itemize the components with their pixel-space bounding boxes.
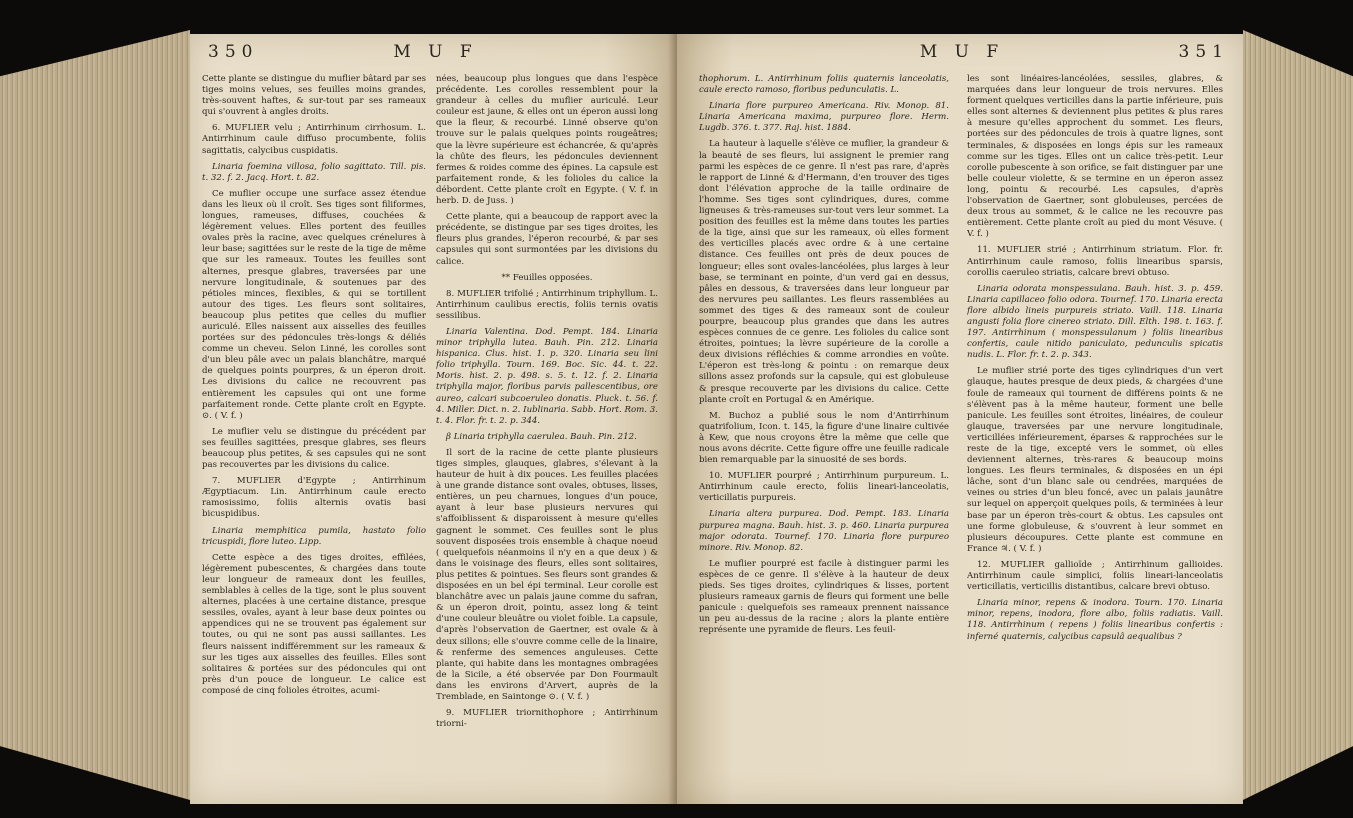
right-column-1 <box>699 74 949 790</box>
synonyms: Linaria memphitica pumila, hastato folio tricuspidi, flore luteo. Lipp. <box>202 525 426 547</box>
right-page <box>677 34 1243 804</box>
synonyms: Linaria odorata monspessulana. Bauh. hist. 3. p. 459. Linaria capillaceo folio odora. Tournef. 170. Linaria erecta flore albido lineis purpureis striato. Vaill. 118. Linaria angusti folia flore cinereo striato. Dill. Elth. 198. t. 163. f. 197. Antirrhinum ( monspessulanum ) foliis linearibus confertis, caule nitido paniculato, pedunculis spicatis nudis. L. Flor. fr. t. 2. p. 343. <box>967 283 1223 361</box>
synonyms: Linaria Valentina. Dod. Pempt. 184. Linaria minor triphylla lutea. Bauh. Pin. 212. Linaria hispanica. Clus. hist. 1. p. 320. Linaria seu lini folio triphylla. Tourn. 169. Boc. Sic. 44. t. 22. Moris. hist. 2. p. 498. s. 5. t. 12. f. 2. Linaria triphylla major, floribus parvis pallescentibus, ore aureo, calcari subcoeruleo donatis. Pluck. t. 56. f. 4. Miller. Dict. n. 2. Iublinaria. Sabb. Hort. Rom. 3. t. 4. Flor. fr. t. 2. p. 344. <box>436 326 658 426</box>
right-column-2 <box>967 74 1223 790</box>
paragraph: La hauteur à laquelle s'élève ce muflier, la grandeur & la beauté de ses fleurs, lui assignent le premier rang parmi les espèces de ce genre. Il n'est pas rare, d'après le rapport de Linné & d'Hermann, d'en trouver des tiges dont l'élévation approche de la taille ordinaire de l'homme. Ses tiges sont cylindriques, dures, comme ligneuses & très-rameuses sur-tout vers leur sommet. La position des feuilles est la même dans toutes les parties de la tige, ainsi que sur les rameaux, où elles forment des verticilles placés avec ordre & à une certaine distance. Ces feuilles ont près de deux pouces de longueur; elles sont ovales-lancéolées, plus larges à leur base, se terminant en pointe, d'un verd gai en dessus, pâles en dessous, & traversées dans leur longueur par des nervures peu saillantes. Les fleurs rassemblées au sommet des tiges & des rameaux sont de couleur pourpre, beaucoup plus grandes que dans les autres espèces connues de ce genre. Les folioles du calice sont étroites, pointues; la lèvre supérieure de la corolle a deux divisions réfléchies & comme arrondies en voûte. L'éperon est très-long & pointu : on remarque deux sillons assez profonds sur la capsule, qui est globuleuse & presque recouverte par les divisions du calice. Cette plante croît en Portugal & en Amérique. <box>699 139 949 405</box>
species-heading: 9. MUFLIER triornithophore ; Antirrhinum triorni- <box>436 708 658 730</box>
paragraph: Cette espèce a des tiges droites, effilées, légèrement pubescentes, & chargées dans toute leur longueur de rameaux dont les feuilles, semblables à celles de la tige, sont le plus souvent alternes, placées à une certaine distance, presque sessiles, ovales, ayant à leur base deux pointes ou appendices qui ne se trouvent pas également sur toutes, ou qui ne sont pas aussi saillantes. Les fleurs naissent indifféremment sur les rameaux & sur les tiges aux aisselles des feuilles. Elles sont solitaires & portées sur des pédoncules qui ont près d'un pouce de longueur. Le calice est composé de cinq folioles étroites, acumi- <box>202 552 426 696</box>
left-running-title: M U F <box>393 42 478 62</box>
species-heading: 7. MUFLIER d'Egypte ; Antirrhinum Ægyptiacum. Lin. Antirrhinum caule erecto ramosissimo, foliis alternis ovatis basi bicuspidibus. <box>202 476 426 520</box>
species-heading: 12. MUFLIER gallioïde ; Antirrhinum gallioides. Antirrhinum caule simplici, foliis lineari-lanceolatis verticillatis, verticillis distantibus, calcare brevi obtuso. <box>967 559 1223 593</box>
paragraph: M. Buchoz a publié sous le nom d'Antirrhinum quatrifolium, Icon. t. 145, la figure d'une linaire cultivée à Kew, que nous croyons être la même que celle que nous avons décrite. Cette figure offre une feuille radicale bien remarquable par la sinuosité de ses bords. <box>699 410 949 466</box>
variety: β Linaria triphylla caerulea. Bauh. Pin. 212. <box>446 431 637 442</box>
right-page-header <box>695 42 1229 68</box>
left-page-number: 350 <box>208 42 259 62</box>
paragraph: nées, beaucoup plus longues que dans l'espèce précédente. Les corolles ressemblent pour la grandeur à celles du muflier auriculé. Leur couleur est jaune, & elles ont un éperon aussi long que la fleur, & recourbé. Linné observe qu'on trouve sur le palais quelques points rougeâtres; que la lèvre supérieure est échancrée, & qu'après la chûte des fleurs, les pédoncules deviennent fermes & roides comme des épines. La capsule est parfaitement ronde, & les folioles du calice la débordent. Cette plante croît en Egypte. ( V. f. in herb. D. de Juss. ) <box>436 74 658 207</box>
synonyms: Linaria flore purpureo Americana. Riv. Monop. 81. Linaria Americana maxima, purpureo flore. Herm. Lugdb. 376. t. 377. Raj. hist. 1884. <box>699 101 949 134</box>
synonyms: Linaria altera purpurea. Dod. Pempt. 183. Linaria purpurea magna. Bauh. hist. 3. p. 460. Linaria purpurea major odorata. Tournef. 170. Linaria flore purpureo minore. Riv. Monop. 82. <box>699 509 949 553</box>
paragraph: Cette plante, qui a beaucoup de rapport avec la précédente, se distingue par ses tiges droites, les fleurs plus grandes, l'éperon recourbé, & par ses capsules qui sont surmontées par les divisions du calice. <box>436 212 658 267</box>
left-page-edges <box>0 30 190 800</box>
right-page-number: 351 <box>1178 42 1229 62</box>
right-page-edges <box>1243 30 1353 800</box>
left-page-header <box>208 42 663 68</box>
paragraph: thophorum. L. Antirrhinum foliis quaternis lanceolatis, caule erecto ramoso, floribus pedunculatis. L. <box>699 74 949 96</box>
species-heading: 11. MUFLIER strié ; Antirrhinum striatum. Flor. fr. Antirrhinum caule ramoso, foliis linearibus sparsis, corollis caeruleo striatis, calcare brevi obtuso. <box>967 245 1223 278</box>
synonyms: Linaria foemina villosa, folio sagittato. Till. pis. t. 32. f. 2. Jacq. Hort. t. 82. <box>202 161 426 183</box>
species-heading: 8. MUFLIER trifolié ; Antirrhinum triphyllum. L. Antirrhinum caulibus erectis, foliis ternis ovatis sessilibus. <box>436 288 658 321</box>
left-column-1 <box>202 74 426 790</box>
paragraph: Ce muflier occupe une surface assez étendue dans les lieux où il croît. Ses tiges sont filiformes, longues, rameuses, diffuses, couchées & légèrement velues. Elles portent des feuilles ovales près la racine, avec quelques crénelures à leur base; sagittées sur le reste de la tige de même que sur les rameaux. Toutes les feuilles sont alternes, presque glabres, traversées par une nervure longitudinale, & soutenues par des pétioles minces, flexibles, & qui se tortillent autour des tiges. Les fleurs sont solitaires, beaucoup plus petites que celles du muflier auriculé. Elles naissent aux aisselles des feuilles portées sur des pédoncules très-longs & déliés comme un cheveu. Selon Linné, les corolles sont d'un bleu pâle avec un palais blanchâtre, marqué de quelques points pourpres, & un éperon droit. Les divisions du calice ne recouvrent pas entièrement les capsules qui ont une forme parfaitement ronde. Cette plante croît en Egypte. ⊙. ( V. f. ) <box>202 188 426 421</box>
right-running-title: M U F <box>919 42 1005 62</box>
paragraph: Le muflier velu se distingue du précédent par ses feuilles sagittées, presque glabres, ses fleurs beaucoup plus petites, & ses capsules qui ne sont pas recouvertes par les divisions du calice. <box>202 426 426 471</box>
paragraph: Le muflier strié porte des tiges cylindriques d'un vert glauque, hautes presque de deux pieds, & chargées d'une foule de rameaux qui tournent de différens points & ne s'élèvent pas à la même hauteur, forment une belle panicule. Les feuilles sont étroites, linéaires, de couleur glauque, traversées par une nervure longitudinale, verticillées inférieurement, éparses & rapprochées sur le reste de la tige, excepté vers le sommet, où elles deviennent alternes, très-rares & beaucoup moins longues. Les fleurs terminales, & disposées en un épi lâche, sont d'un blanc sale ou cendrées, marquées de veines ou stries d'un bleu foncé, avec un palais jaunâtre sur lequel on apperçoit quelques poils, & terminées à leur base par un éperon très-court & obtus. Les capsules ont une forme globuleuse, & s'ouvrent à leur sommet en plusieurs découpures. Cette plante est commune en France ♃. ( V. f. ) <box>967 366 1223 554</box>
synonyms: Linaria minor, repens & inodora. Tourn. 170. Linaria minor, repens, inodora, flore albo, foliis radiatis. Vaill. 118. Antirrhinum ( repens ) foliis linearibus confertis : inferné quaternis, calycibus capsulâ aequalibus ? <box>967 598 1223 642</box>
paragraph: les sont linéaires-lancéolées, sessiles, glabres, & marquées dans leur longueur de trois nervures. Elles forment quelques verticilles dans la partie inférieure, puis elles sont alternes & deviennent plus petites & plus rares à mesure qu'elles approchent du sommet. Les fleurs, portées sur des pédoncules de trois à quatre lignes, sont terminales, & disposées en longs épis sur les rameaux comme sur les tiges. Elles ont un calice très-petit. Leur corolle pubescente à son orifice, se fait distinguer par une belle couleur violette, & se termine en un éperon assez long, pointu & recourbé. Les capsules, d'après l'observation de Gaertner, sont globuleuses, percées de deux trous au sommet, & le calice ne les recouvre pas entièrement. Cette plante croît au pied du mont Vésuve. ( V. f. ) <box>967 74 1223 240</box>
species-heading: 6. MUFLIER velu ; Antirrhinum cirrhosum. L. Antirrhinum caule diffuso procumbente, foliis sagittatis, calycibus cuspidatis. <box>202 123 426 156</box>
section-heading: ** Feuilles opposées. <box>501 272 593 283</box>
left-page <box>190 34 677 804</box>
paragraph: Il sort de la racine de cette plante plusieurs tiges simples, glauques, glabres, s'élevant à la hauteur de huit à dix pouces. Les feuilles placées à une grande distance sont ovales, obtuses, lisses, entières, un peu charnues, longues d'un pouce, ayant à leur base plusieurs nervures qui s'affoiblissent & disparoissent à mesure qu'elles gagnent le sommet. Ces feuilles sont le plus souvent disposées trois ensemble à chaque noeud ( quelquefois néanmoins il n'y en a que deux ) & dans le voisinage des fleurs, elles sont solitaires, plus petites & pointues. Ses fleurs sont grandes & disposées en un bel épi terminal. Leur corolle est blanchâtre avec un palais jaune comme du safran, & un éperon droit, pointu, assez long & teint d'une couleur bleuâtre ou violet foible. La capsule, d'après l'observation de Gaertner, est ovale & à deux sillons; elle s'ouvre comme celle de la linaire, & renferme des semences anguleuses. Cette plante, qui habite dans les montagnes ombragées de la Sicile, a été observée par Don Fourmault dans les environs d'Arvert, auprès de la Tremblade, en Saintonge ⊙. ( V. f. ) <box>436 447 658 702</box>
paragraph: Le muflier pourpré est facile à distinguer parmi les espèces de ce genre. Il s'élève à la hauteur de deux pieds. Ses tiges droites, cylindriques & lisses, portent plusieurs rameaux garnis de fleurs qui forment une belle panicule : quelquefois ses rameaux prennent naissance un peu au-dessus de la racine ; alors la plante entière représente une pyramide de fleurs. Les feuil- <box>699 558 949 636</box>
left-column-2 <box>436 74 658 790</box>
species-heading: 10. MUFLIER pourpré ; Antirrhinum purpureum. L. Antirrhinum caule erecto, foliis lineari-lanceolatis, verticillatis purpureis. <box>699 471 949 504</box>
paragraph: Cette plante se distingue du muflier bâtard par ses tiges moins velues, ses feuilles moins grandes, très-souvent haftes, & sur-tout par ses rameaux qui s'ouvrent à angles droits. <box>202 74 426 118</box>
